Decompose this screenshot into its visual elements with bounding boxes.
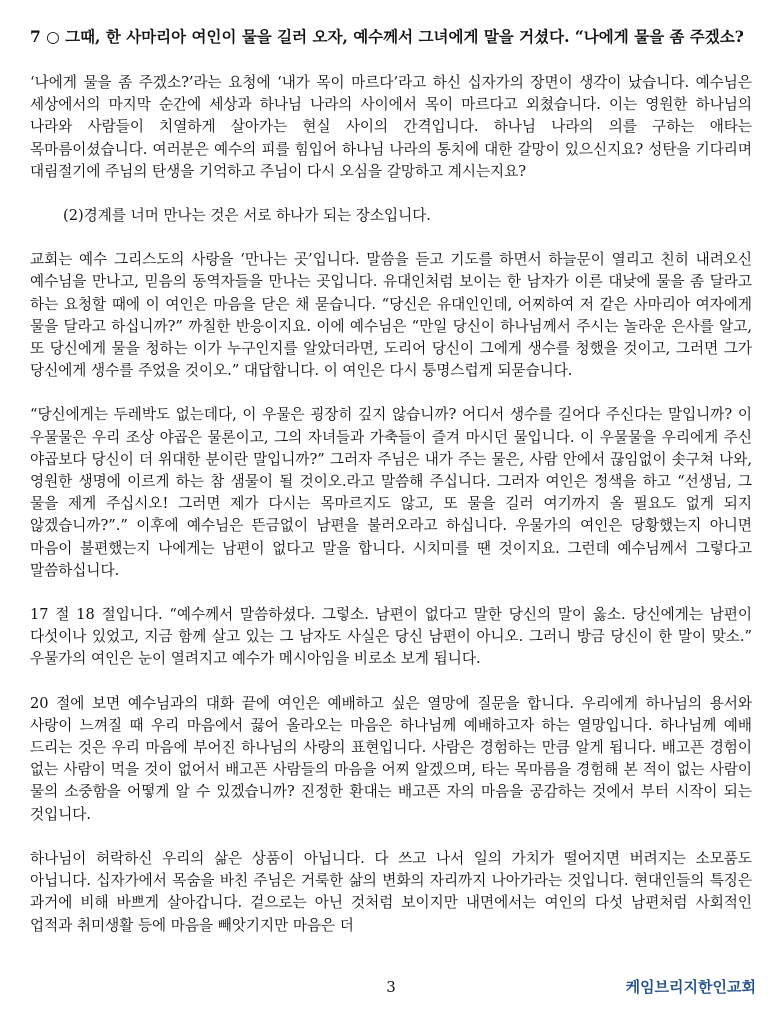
verse-heading: 7 ○ 그때, 한 사마리아 여인이 물을 길러 오자, 예수께서 그녀에게 말을 거셨다. “나에게 물을 좀 주겠소?	[30, 27, 744, 46]
paragraph-thirst: ‘나에게 물을 좀 주겠소?’라는 요청에 ‘내가 목이 마르다’라고 하신 십자가의 장면이 생각이 났습니다. 예수님은 세상에서의 마지막 순간에 세상과 하나님 나라의 사이에서 목이 마르다고 외쳤습니다. 이는 영원한 하나님의 나라와 사람들이 치열하게 살아가는 현실 사이의 간격입니다. 하나님 나라의 의를 구하는 애타는 목마름이셨습니다. 여러분은 예수의 피를 힘입어 하나님 나라의 통치에 대한 갈망이 있으신지요? 성탄을 기다리며 대림절기에 주님의 탄생을 기억하고 주님이 다시 오심을 갈망하고 계시는지요?	[30, 74, 752, 180]
paragraph-well-dialogue: “당신에게는 두레박도 없는데다, 이 우물은 굉장히 깊지 않습니까? 어디서 생수를 길어다 주신다는 말입니까? 이 우물물은 우리 조상 야곱은 물론이고, 그의 자녀들과 가축들이 즐겨 마시던 물입니다. 이 우물물을 우리에게 주신 야곱보다 당신이 더 위대한 분이란 말입니까?” 그러자 주님은 내가 주는 물은, 사람 안에서 끊임없이 솟구쳐 나와, 영원한 생명에 이르게 하는 참 샘물이 될 것이오.라고 말씀해 주십니다. 그러자 여인은 정색을 하고 “선생님, 그 물을 제게 주십시오! 그러면 제가 다시는 목마르지도 않고, 또 물을 길러 여기까지 올 필요도 없게 되지 않겠습니까?”.” 이후에 예수님은 뜬금없이 남편을 불러오라고 하십니다. 우물가의 여인은 당황했는지 아니면 마음이 불편했는지 나에게는 남편이 없다고 말을 합니다. 시치미를 땐 것이지요. 그런데 예수님께서 그렇다고 말씀하십니다.	[30, 406, 752, 579]
paragraph-verses-17-18: 17 절 18 절입니다. “예수께서 말씀하셨다. 그렇소. 남편이 없다고 말한 당신의 말이 옳소. 당신에게는 남편이 다섯이나 있었고, 지금 함께 살고 있는 그 남자도 사실은 당신 남편이 아니오. 그러니 방금 당신이 한 말이 맞소.” 우물가의 여인은 눈이 열려지고 예수가 메시아임을 비로소 보게 됩니다.	[30, 606, 752, 668]
paragraph-life-not-commodity: 하나님이 허락하신 우리의 삶은 상품이 아닙니다. 다 쓰고 나서 일의 가치가 떨어지면 버려지는 소모품도 아닙니다. 십자가에서 목숨을 바친 주님은 거룩한 삶의 변화의 자리까지 나아가라는 것입니다. 현대인들의 특징은 과거에 비해 바쁘게 살아갑니다. 겉으로는 아닌 것처럼 보이지만 내면에서는 여인의 다섯 남편처럼 사회적인 업적과 취미생활 등에 마음을 빼앗기지만 마음은 더	[30, 849, 752, 934]
paragraph-meeting-place: 교회는 예수 그리스도의 사랑을 ‘만나는 곳’입니다. 말씀을 듣고 기도를 하면서 하늘문이 열리고 친히 내려오신 예수님을 만나고, 믿음의 동역자들을 만나는 곳입니다. 유대인처럼 보이는 한 남자가 이른 대낮에 물을 좀 달라고 하는 요청할 때에 이 여인은 마음을 닫은 채 묻습니다. “당신은 유대인인데, 어찌하여 저 같은 사마리아 여자에게 물을 달라고 하십니까?” 까칠한 반응이지요. 이에 예수님은 “만일 당신이 하나님께서 주시는 놀라운 은사를 알고, 또 당신에게 물을 청하는 이가 누구인지를 알았더라면, 도리어 당신이 그에게 생수를 청했을 것이고, 그러면 그가 당신에게 생수를 주었을 것이오.” 대답합니다. 이 여인은 다시 퉁명스럽게 되묻습니다.	[30, 251, 752, 380]
paragraph-verse-20: 20 절에 보면 예수님과의 대화 끝에 여인은 예배하고 싶은 열망에 질문을 합니다. 우리에게 하나님의 용서와 사랑이 느껴질 때 우리 마음에서 끓어 올라오는 마음은 하나님께 예배하고자 하는 열망입니다. 하나님께 예배 드리는 것은 우리 마음에 부어진 하나님의 사랑의 표현입니다. 사람은 경험하는 만큼 알게 됩니다. 배고픈 경험이 없는 사람이 먹을 것이 없어서 배고픈 사람들의 마음을 어찌 알겠으며, 타는 목마름을 경험해 본 적이 없는 사람이 물의 소중함을 어떻게 알 수 있겠습니까? 진정한 환대는 배고픈 자의 마음을 공감하는 것에서 부터 시작이 되는 것입니다.	[30, 694, 752, 823]
section-subheading: (2)경계를 너머 만나는 것은 서로 하나가 되는 장소입니다.	[63, 207, 431, 225]
page-number: 3	[386, 978, 396, 996]
church-name: 케임브리지한인교회	[625, 978, 756, 996]
document-body	[30, 26, 752, 959]
